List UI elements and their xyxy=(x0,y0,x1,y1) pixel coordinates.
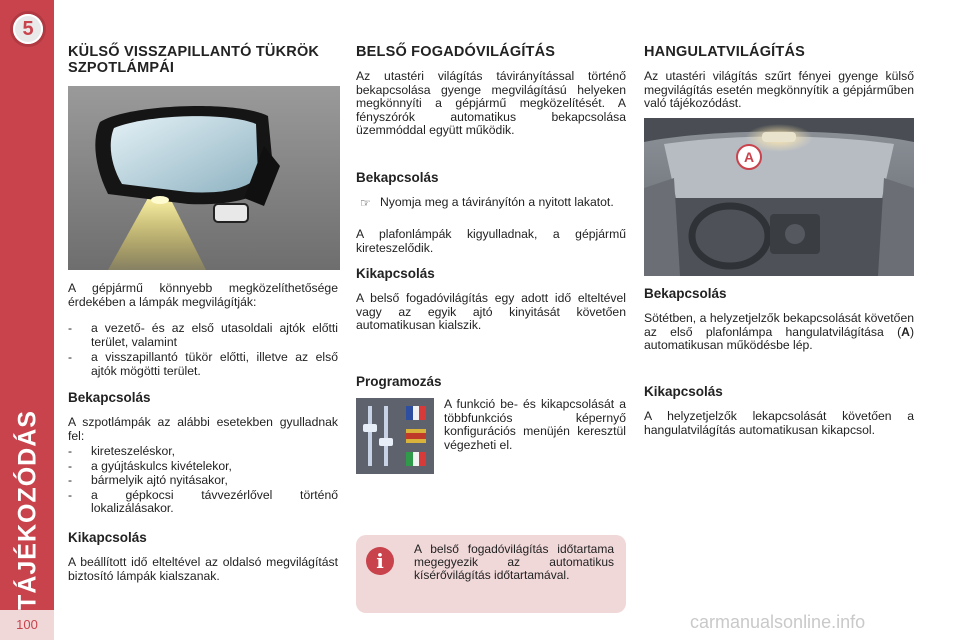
ambient-on-text-part: ) automatikusan működésbe lép. xyxy=(644,324,914,352)
ambient-off-text: A helyzetjelzők lekapcsolását követően a hangulatvilágítás automatikusan kikapcsol. xyxy=(644,409,914,437)
mirror-off-heading: Kikapcsolás xyxy=(68,530,147,545)
welcome-on-text: A plafonlámpák kigyulladnak, a gépjármű kireteszelődik. xyxy=(356,227,626,255)
mirror-lamp-image xyxy=(68,86,340,270)
welcome-on-heading: Bekapcsolás xyxy=(356,170,439,185)
watermark: carmanualsonline.info xyxy=(690,612,866,632)
welcome-off-text: A belső fogadóvilágítás egy adott idő elteltével vagy az egyik ajtó kinyitását követően automatikusan kialszik. xyxy=(356,291,626,332)
mirror-lamps-list xyxy=(68,322,338,378)
programming-text: A funkció be- és kikapcsolását a többfunkciós képernyő konfigurációs menüjén keresztül végezheti el. xyxy=(444,397,626,452)
welcome-lighting-title: BELSŐ FOGADÓVILÁGÍTÁS xyxy=(356,44,556,60)
welcome-on-bullet-text: Nyomja meg a távirányítón a nyitott lakatot. xyxy=(380,195,614,209)
ambient-on-heading: Bekapcsolás xyxy=(644,286,727,301)
welcome-lighting-intro: Az utastéri világítás távirányítással történő bekapcsolása gyenge megvilágítású helyeken megkönnyíti a gépjármű megközelítését. A fényszórók automatikus bekapcsolása üzemmóddal együtt működik. xyxy=(356,69,626,137)
mirror-lamps-intro: A gépjármű könnyebb megközelíthetősége érdekében a lámpák megvilágítják: xyxy=(68,281,338,309)
chapter-title: TÁJÉKOZÓDÁS xyxy=(13,410,42,610)
list-item: - kireteszeléskor, xyxy=(68,445,338,459)
cabin-interior-image xyxy=(644,118,914,276)
chapter-badge xyxy=(13,14,43,44)
callout-a-label: A xyxy=(736,144,762,170)
mirror-on-heading: Bekapcsolás xyxy=(68,390,151,405)
ambient-lighting-intro: Az utastéri világítás szűrt fényei gyenge külső megvilágítás esetén megkönnyítik a gépjárműben való tájékozódást. xyxy=(644,69,914,110)
mirror-on-text: A szpotlámpák az alábbi esetekben gyulladnak fel: xyxy=(68,415,338,443)
mirror-lamps-title: KÜLSŐ VISSZAPILLANTÓ TÜKRÖK SZPOTLÁMPÁI xyxy=(68,44,320,76)
list-item: - a gépkocsi távvezérlővel történő lokalizálásakor. xyxy=(68,489,338,516)
pointing-hand-icon: ☞ xyxy=(360,196,371,210)
ambient-off-heading: Kikapcsolás xyxy=(644,384,723,399)
page-number: 100 xyxy=(0,610,54,640)
list-item: - bármelyik ajtó nyitásakor, xyxy=(68,474,338,488)
list-item: - a visszapillantó tükör előtti, illetve az első ajtók mögötti terület. xyxy=(68,351,338,378)
info-icon: i xyxy=(366,547,394,575)
ambient-on-text-part: Sötétben, a helyzetjelzők bekapcsolását követően az első plafonlámpa hangulatvilágítása ( xyxy=(644,311,914,339)
mirror-on-list xyxy=(68,445,338,516)
mirror-off-text: A beállított idő elteltével az oldalsó megvilágítást biztosító lámpák kialszanak. xyxy=(68,555,338,583)
settings-sliders-icon xyxy=(356,398,434,474)
info-note xyxy=(356,535,626,613)
ambient-on-text xyxy=(644,312,914,353)
ambient-lighting-title: HANGULATVILÁGÍTÁS xyxy=(644,44,806,60)
chapter-number: 5 xyxy=(22,18,34,40)
welcome-off-heading: Kikapcsolás xyxy=(356,266,435,281)
welcome-on-bullet xyxy=(356,196,626,210)
list-item: - a gyújtáskulcs kivételekor, xyxy=(68,460,338,474)
info-note-text: A belső fogadóvilágítás időtartama megegyezik az automatikus kísérővilágítás időtartamával. xyxy=(414,542,614,582)
chapter-sidebar xyxy=(0,0,54,640)
ambient-on-text-bold: A xyxy=(901,324,910,339)
programming-heading: Programozás xyxy=(356,374,442,389)
list-item: - a vezető- és az első utasoldali ajtók előtti terület, valamint xyxy=(68,322,338,349)
